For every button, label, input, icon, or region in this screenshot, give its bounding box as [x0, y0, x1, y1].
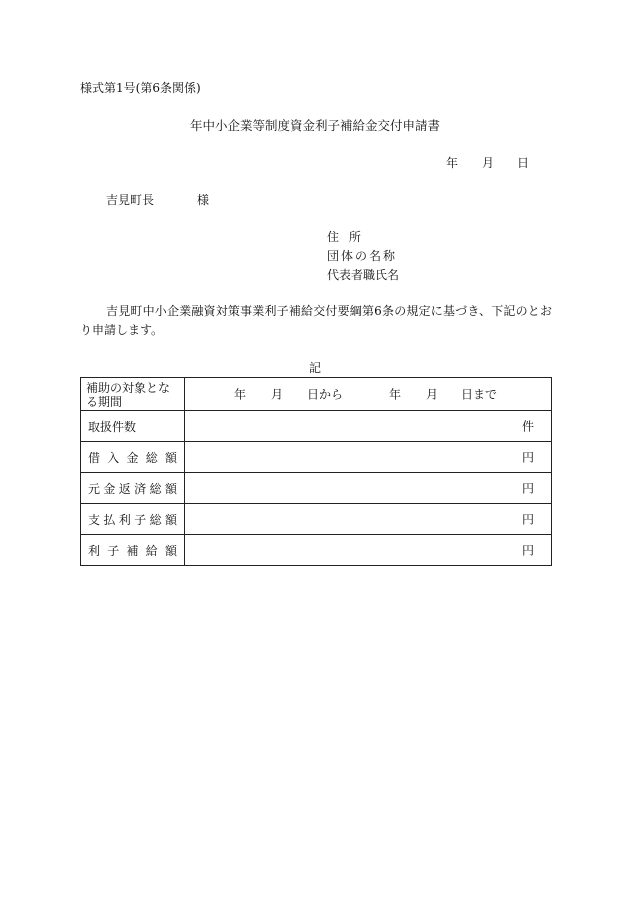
- row-label-text: [81, 511, 184, 528]
- body-text: 吉見町中小企業融資対策事業利子補給交付要綱第6条の規定に基づき、下記のとおり申請します。: [80, 304, 552, 337]
- addressee-honorific: 様: [197, 193, 210, 207]
- detail-table: [80, 377, 552, 566]
- row-value-principal-repayment: [185, 473, 552, 504]
- label-char: 支: [88, 512, 101, 527]
- label-char: 取: [88, 419, 101, 434]
- row-value-interest-subsidy: [185, 535, 552, 566]
- label-char: 額: [164, 512, 177, 527]
- label-char: 総: [149, 481, 162, 496]
- table-row: [81, 535, 552, 566]
- label-char: 件: [112, 419, 125, 434]
- table-row: [81, 442, 552, 473]
- row-unit: 円: [521, 481, 534, 496]
- row-label-interest-paid: [81, 504, 185, 535]
- label-char: 総: [149, 512, 162, 527]
- period-from-year: 年: [234, 387, 247, 402]
- row-label-principal-repayment: [81, 473, 185, 504]
- row-unit: 件: [521, 419, 534, 434]
- table-row: [81, 411, 552, 442]
- label-char: 額: [164, 543, 177, 558]
- date-day-label: 日: [517, 156, 530, 170]
- label-char: 扱: [100, 419, 113, 434]
- label-char: 返: [118, 481, 131, 496]
- label-char: 入: [107, 450, 120, 465]
- label-char: 補: [126, 543, 139, 558]
- period-to-year: 年: [389, 387, 402, 402]
- label-char: 払: [103, 512, 116, 527]
- label-char: 金: [103, 481, 116, 496]
- period-value-cell: [185, 378, 552, 411]
- row-unit: 円: [521, 543, 534, 558]
- period-from-day: 日から: [307, 387, 344, 402]
- label-char: 済: [134, 481, 147, 496]
- applicant-group-name-label: 団体の名称: [327, 249, 398, 263]
- applicant-address-label: 住 所: [327, 230, 361, 244]
- label-char: 子: [107, 543, 120, 558]
- period-label: 補助の対象となる期間: [81, 378, 185, 411]
- label-char: 子: [134, 512, 147, 527]
- label-char: 利: [88, 543, 101, 558]
- row-value-handled-count: [185, 411, 552, 442]
- period-to-month: 月: [426, 387, 439, 402]
- table-row: [81, 473, 552, 504]
- row-value-loan-total: [185, 442, 552, 473]
- label-char: 額: [164, 481, 177, 496]
- ki-label: 記: [308, 361, 321, 375]
- row-unit: 円: [521, 512, 534, 527]
- addressee-name: 吉見町長: [106, 193, 155, 207]
- row-label-handled-count: [81, 411, 185, 442]
- row-label-interest-subsidy: [81, 535, 185, 566]
- label-char: 元: [88, 481, 101, 496]
- date-month-label: 月: [482, 156, 495, 170]
- label-char: 給: [145, 543, 158, 558]
- label-char: 数: [124, 419, 137, 434]
- row-value-interest-paid: [185, 504, 552, 535]
- label-char: 金: [126, 450, 139, 465]
- document-title: 年中小企業等制度資金利子補給金交付申請書: [189, 118, 440, 133]
- applicant-representative-label: 代表者職氏名: [327, 268, 400, 282]
- label-char: 利: [118, 512, 131, 527]
- period-to-day: 日まで: [461, 387, 498, 402]
- form-number: 様式第1号(第6条関係): [80, 81, 201, 95]
- table-row-period: [81, 378, 552, 411]
- table-row: [81, 504, 552, 535]
- label-char: 総: [145, 450, 158, 465]
- row-label-text: [81, 542, 184, 559]
- period-from-month: 月: [271, 387, 284, 402]
- date-year-label: 年: [446, 156, 459, 170]
- row-label-loan-total: [81, 442, 185, 473]
- label-char: 額: [164, 450, 177, 465]
- row-label-text: [81, 480, 184, 497]
- row-label-text: [81, 449, 184, 466]
- row-unit: 円: [521, 450, 534, 465]
- label-char: 借: [88, 450, 101, 465]
